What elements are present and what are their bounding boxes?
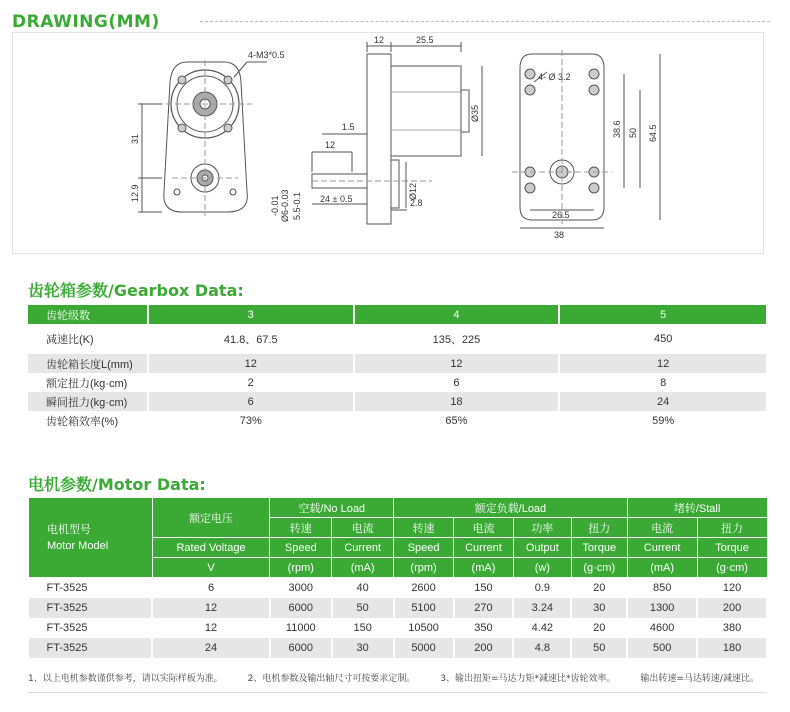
table-row bbox=[29, 618, 768, 638]
footer-rule bbox=[28, 692, 766, 693]
table-cell: 200 bbox=[697, 598, 767, 618]
side-dim-2-8: 2.8 bbox=[410, 198, 423, 208]
table-cell: 380 bbox=[697, 618, 767, 638]
unit-header: (rpm) bbox=[394, 558, 454, 578]
front-view bbox=[138, 60, 267, 216]
group-header-stall: 堵转/Stall bbox=[627, 498, 767, 518]
gearbox-header-cell: 齿轮级数 bbox=[28, 305, 148, 324]
gearbox-header-row bbox=[28, 305, 767, 324]
table-cell: 30 bbox=[332, 638, 394, 658]
side-dim-1-5: 1.5 bbox=[342, 122, 355, 132]
table-cell: 减速比(K) bbox=[28, 324, 148, 354]
table-cell: 1300 bbox=[627, 598, 697, 618]
table-cell: 41.8、67.5 bbox=[148, 324, 354, 354]
sub-header-en: Output bbox=[513, 538, 571, 558]
table-cell: 6 bbox=[354, 373, 560, 392]
table-cell: 350 bbox=[454, 618, 514, 638]
table-cell: 齿轮箱效率(%) bbox=[28, 411, 148, 430]
unit-header: (w) bbox=[513, 558, 571, 578]
gearbox-title: 齿轮箱参数/Gearbox Data: bbox=[28, 281, 244, 300]
table-cell: 24 bbox=[152, 638, 270, 658]
table-cell: 24 bbox=[559, 392, 767, 411]
gearbox-header-cell: 5 bbox=[559, 305, 767, 324]
front-dim-12-9: 12.9 bbox=[130, 184, 140, 202]
table-cell: 450 bbox=[559, 324, 767, 354]
table-cell: 59% bbox=[559, 411, 767, 430]
side-dim-24: 24 ± 0.5 bbox=[320, 194, 353, 204]
table-cell: 5000 bbox=[394, 638, 454, 658]
table-cell: 6 bbox=[152, 578, 270, 598]
table-row bbox=[29, 598, 768, 618]
table-cell: 40 bbox=[332, 578, 394, 598]
table-cell: 200 bbox=[454, 638, 514, 658]
sub-header-cn: 功率 bbox=[513, 518, 571, 538]
footnote-1: 1、以上电机参数谨供参考，请以实际样板为准。 bbox=[28, 674, 223, 684]
motor-model-en: Motor Model bbox=[47, 539, 109, 552]
table-cell: 4.42 bbox=[513, 618, 571, 638]
sub-header-en: Current bbox=[454, 538, 514, 558]
side-dim-12-dia: Ø12 bbox=[408, 182, 418, 200]
table-cell: 2 bbox=[148, 373, 354, 392]
table-cell: 12 bbox=[354, 354, 560, 373]
table-cell: 180 bbox=[697, 638, 767, 658]
bottom-dim-38-6: 38.6 bbox=[612, 120, 622, 138]
table-cell: 6000 bbox=[270, 598, 332, 618]
bottom-dim-38: 38 bbox=[554, 230, 565, 240]
table-cell: 120 bbox=[697, 578, 767, 598]
table-cell: 瞬间扭力(kg·cm) bbox=[28, 392, 148, 411]
technical-drawing bbox=[12, 32, 764, 254]
table-cell: FT-3525 bbox=[29, 638, 153, 658]
sub-header-cn: 转速 bbox=[270, 518, 332, 538]
table-cell: 8 bbox=[559, 373, 767, 392]
voltage-cn-header: 额定电压 bbox=[152, 498, 270, 538]
sub-header-cn: 扭力 bbox=[571, 518, 627, 538]
table-cell: FT-3525 bbox=[29, 578, 153, 598]
table-cell: 850 bbox=[627, 578, 697, 598]
table-cell: 20 bbox=[571, 618, 627, 638]
sub-header-en: Torque bbox=[697, 538, 767, 558]
drawing-title: DRAWING(MM) bbox=[12, 12, 160, 32]
bottom-hole-label: 4- Ø 3.2 bbox=[538, 72, 571, 82]
motor-title: 电机参数/Motor Data: bbox=[28, 475, 206, 494]
footnote-4: 输出转速=马达转速/减速比。 bbox=[640, 674, 759, 684]
gearbox-header-cell: 4 bbox=[354, 305, 560, 324]
group-header-load: 额定负载/Load bbox=[394, 498, 628, 518]
table-row bbox=[28, 411, 767, 430]
table-cell: 20 bbox=[571, 578, 627, 598]
sub-header-cn: 电流 bbox=[454, 518, 514, 538]
side-dim-12: 12 bbox=[374, 35, 385, 45]
unit-header: (mA) bbox=[627, 558, 697, 578]
table-cell: 齿轮箱长度L(mm) bbox=[28, 354, 148, 373]
bottom-dim-64-5: 64.5 bbox=[648, 124, 658, 142]
table-cell: 135、225 bbox=[354, 324, 560, 354]
unit-header: (mA) bbox=[454, 558, 514, 578]
sub-header-en: Speed bbox=[394, 538, 454, 558]
table-cell: 6 bbox=[148, 392, 354, 411]
motor-header-row-1 bbox=[29, 498, 768, 518]
side-dim-6: Ø6-0.03 bbox=[280, 189, 290, 222]
motor-table bbox=[28, 497, 768, 658]
table-cell: 500 bbox=[627, 638, 697, 658]
front-dim-31: 31 bbox=[130, 133, 140, 144]
sub-header-en: Current bbox=[332, 538, 394, 558]
table-cell: 50 bbox=[332, 598, 394, 618]
table-cell: 12 bbox=[148, 354, 354, 373]
table-cell: 额定扭力(kg·cm) bbox=[28, 373, 148, 392]
table-row bbox=[29, 638, 768, 658]
side-dim-6-tol: -0.01 bbox=[270, 195, 280, 216]
group-header-noload: 空载/No Load bbox=[270, 498, 394, 518]
sub-header-en: Speed bbox=[270, 538, 332, 558]
footnotes bbox=[28, 671, 781, 684]
sub-header-cn: 转速 bbox=[394, 518, 454, 538]
sub-header-cn: 电流 bbox=[332, 518, 394, 538]
side-dim-12-shaft: 12 bbox=[325, 140, 336, 150]
bottom-dim-50: 50 bbox=[628, 127, 638, 138]
sub-header-cn: 电流 bbox=[627, 518, 697, 538]
table-cell: 11000 bbox=[270, 618, 332, 638]
voltage-unit-header: V bbox=[152, 558, 270, 578]
sub-header-cn: 扭力 bbox=[697, 518, 767, 538]
drawing-title-rule bbox=[200, 21, 770, 22]
table-row bbox=[28, 392, 767, 411]
motor-model-header bbox=[29, 498, 153, 578]
table-cell: 50 bbox=[571, 638, 627, 658]
table-cell: 150 bbox=[454, 578, 514, 598]
table-cell: FT-3525 bbox=[29, 598, 153, 618]
table-cell: 2600 bbox=[394, 578, 454, 598]
table-cell: 3000 bbox=[270, 578, 332, 598]
table-cell: 4600 bbox=[627, 618, 697, 638]
table-cell: 18 bbox=[354, 392, 560, 411]
table-cell: 30 bbox=[571, 598, 627, 618]
unit-header: (g·cm) bbox=[697, 558, 767, 578]
bottom-view bbox=[512, 50, 660, 228]
side-dim-35: Ø35 bbox=[470, 104, 480, 122]
table-row bbox=[29, 578, 768, 598]
table-cell: 0.9 bbox=[513, 578, 571, 598]
table-cell: 3.24 bbox=[513, 598, 571, 618]
unit-header: (g·cm) bbox=[571, 558, 627, 578]
motor-model-cn: 电机型号 bbox=[47, 523, 91, 536]
voltage-en-header: Rated Voltage bbox=[152, 538, 270, 558]
table-cell: 270 bbox=[454, 598, 514, 618]
table-cell: 73% bbox=[148, 411, 354, 430]
bottom-dim-26-5: 26.5 bbox=[552, 210, 570, 220]
table-cell: 5100 bbox=[394, 598, 454, 618]
footnote-2: 2、电机参数及输出轴尺寸可按要求定制。 bbox=[247, 674, 416, 684]
side-dim-25-5: 25.5 bbox=[416, 35, 434, 45]
sub-header-en: Torque bbox=[571, 538, 627, 558]
table-row bbox=[28, 354, 767, 373]
table-row bbox=[28, 373, 767, 392]
table-cell: FT-3525 bbox=[29, 618, 153, 638]
table-cell: 12 bbox=[152, 598, 270, 618]
footnote-3: 3、输出扭矩=马达力矩*减速比*齿轮效率。 bbox=[440, 674, 616, 684]
table-cell: 150 bbox=[332, 618, 394, 638]
front-hole-label: 4-M3*0.5 bbox=[248, 50, 285, 60]
sub-header-en: Current bbox=[627, 538, 697, 558]
table-cell: 6000 bbox=[270, 638, 332, 658]
gearbox-table bbox=[28, 305, 768, 430]
side-dim-5-5: 5.5-0.1 bbox=[292, 191, 302, 220]
table-row bbox=[28, 324, 767, 354]
table-cell: 12 bbox=[559, 354, 767, 373]
table-cell: 4.8 bbox=[513, 638, 571, 658]
table-cell: 65% bbox=[354, 411, 560, 430]
table-cell: 10500 bbox=[394, 618, 454, 638]
gearbox-header-cell: 3 bbox=[148, 305, 354, 324]
unit-header: (mA) bbox=[332, 558, 394, 578]
table-cell: 12 bbox=[152, 618, 270, 638]
unit-header: (rpm) bbox=[270, 558, 332, 578]
